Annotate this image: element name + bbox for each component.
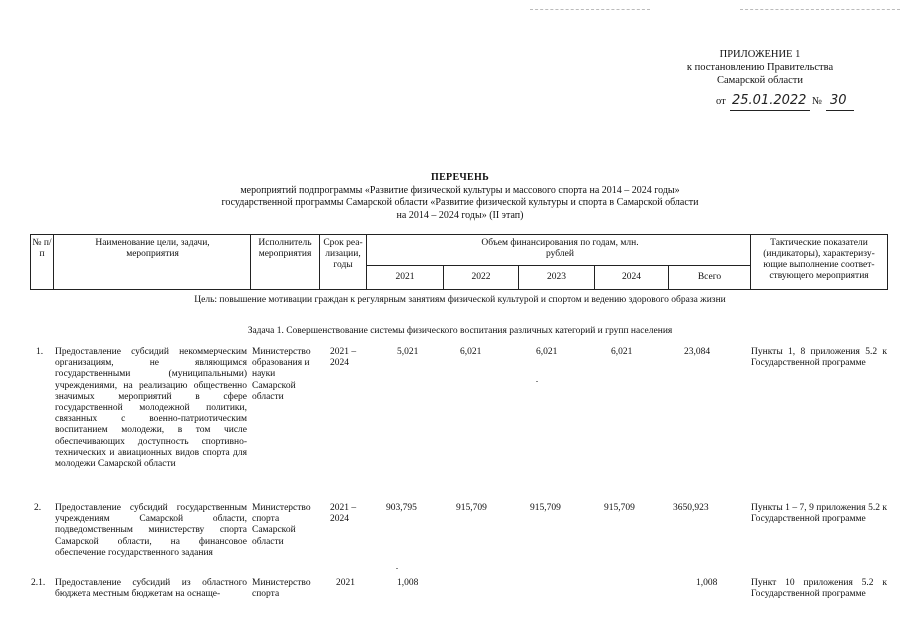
row-1-executor: Министерство образования и науки Самарской области <box>252 347 311 402</box>
number-value: 30 <box>830 93 847 108</box>
row-2-executor: Министерство спорта Самарской области <box>252 503 311 547</box>
header-num: № п/п <box>32 238 52 259</box>
date-prefix: от <box>716 96 726 107</box>
title-line-2: государственной программы Самарской области «Развитие физической культуры и спорта в Самарской области <box>221 197 699 208</box>
row-2-name: Предоставление субсидий государственным учреждениям Самарской области, подведомственным министерству спорта Самарской области, на финансовое обеспечение государственного задания <box>55 503 247 558</box>
header-total: Всего <box>697 272 722 282</box>
date-value: 25.01.2022 <box>732 93 807 108</box>
row-2-1-name: Предоставление субсидий из областного бюджета местным бюджетам на оснаще- <box>55 578 247 600</box>
col-line-2 <box>250 234 251 290</box>
scan-top-dash-left <box>530 9 650 10</box>
row-2-value-2022: 915,709 <box>456 503 487 513</box>
appendix-line-1: ПРИЛОЖЕНИЕ 1 <box>719 49 801 60</box>
header-executor: Исполнитель мероприятия <box>258 238 312 259</box>
title-main: ПЕРЕЧЕНЬ <box>430 172 490 183</box>
header-year-2024: 2024 <box>622 272 641 282</box>
row-2-value-2023: 915,709 <box>530 503 561 513</box>
row-1-value-2022: 6,021 <box>460 347 482 357</box>
row-1-value-2023: 6,021 <box>536 347 558 357</box>
row-2-1-num: 2.1. <box>31 578 46 588</box>
header-year-2023: 2023 <box>547 272 566 282</box>
row-1-term: 2021 – 2024 <box>330 347 357 369</box>
row-2-term: 2021 – 2024 <box>330 503 357 525</box>
header-term: Срок реа-лизации, годы <box>323 238 363 270</box>
row-2-1-term: 2021 <box>336 578 355 588</box>
table-header-bottom-border <box>30 289 888 290</box>
appendix-line-3: Самарской области <box>717 75 803 86</box>
title-line-1: мероприятий подпрограммы «Развитие физической культуры и массового спорта на 2014 – 2024 годы» <box>240 184 680 196</box>
row-2-value-total: 3650,923 <box>673 503 709 513</box>
document-title <box>150 172 770 222</box>
row-1-name: Предоставление субсидий некоммерческим организациям, не являющимся государственными (муниципальными) учреждениями, на реализацию общественно значимых мероприятий в сфере государственной молодежной политики, связанных с военно-патриотическим воспитанием молодежи, в том числе обеспечивающих доступность спортивно-технических и авиационных видов спорта для молодежи Самарской области <box>55 347 247 470</box>
scan-speck <box>396 568 398 569</box>
row-2-1-executor: Министерство спорта <box>252 578 311 600</box>
row-2-indicator: Пункты 1 – 7, 9 приложения 5.2 к Государственной программе <box>751 503 887 525</box>
row-1-indicator: Пункты 1, 8 приложения 5.2 к Государственной программе <box>751 347 887 369</box>
header-indicators: Тактические показатели (индикаторы), характеризу-ющие выполнение соответ-ствующего мероприятия <box>763 238 875 281</box>
col-line-10 <box>887 234 888 290</box>
goal-text: Цель: повышение мотивации граждан к регулярным занятиям физической культурой и спортом и ведению здорового образа жизни <box>194 295 726 305</box>
table-top-border <box>30 234 888 235</box>
row-2-num: 2. <box>34 503 42 513</box>
col-line-9 <box>750 234 751 290</box>
row-2-value-2021: 903,795 <box>386 503 417 513</box>
row-1-num: 1. <box>36 347 44 357</box>
header-year-2021: 2021 <box>395 272 415 282</box>
date-underline <box>730 110 810 111</box>
row-1-value-total: 23,084 <box>684 347 711 357</box>
date-line <box>716 96 726 107</box>
row-2-value-2024: 915,709 <box>604 503 635 513</box>
header-year-2022: 2022 <box>471 272 491 282</box>
row-1-value-2021: 5,021 <box>397 347 419 357</box>
row-2-1-indicator: Пункт 10 приложения 5.2 к Государственной программе <box>751 578 887 600</box>
task-text: Задача 1. Совершенствование системы физического воспитания различных категорий и групп населения <box>247 326 673 336</box>
row-2-1-value-total: 1,008 <box>696 578 718 588</box>
appendix-line-2: к постановлению Правительства <box>686 62 834 73</box>
scan-top-dash-right <box>740 9 900 10</box>
number-underline <box>826 110 854 111</box>
header-funding: Объем финансирования по годам, млн. рублей <box>481 238 639 259</box>
header-name: Наименование цели, задачи, мероприятия <box>95 238 210 259</box>
number-prefix: № <box>812 96 823 107</box>
scan-speck <box>536 381 538 382</box>
years-divider <box>366 265 750 266</box>
title-line-3: на 2014 – 2024 годы» (II этап) <box>396 209 524 221</box>
row-2-1-value-2021: 1,008 <box>397 578 419 588</box>
row-1-value-2024: 6,021 <box>611 347 633 357</box>
appendix-block <box>660 48 860 87</box>
col-line-1 <box>53 234 54 290</box>
col-line-3 <box>319 234 320 290</box>
